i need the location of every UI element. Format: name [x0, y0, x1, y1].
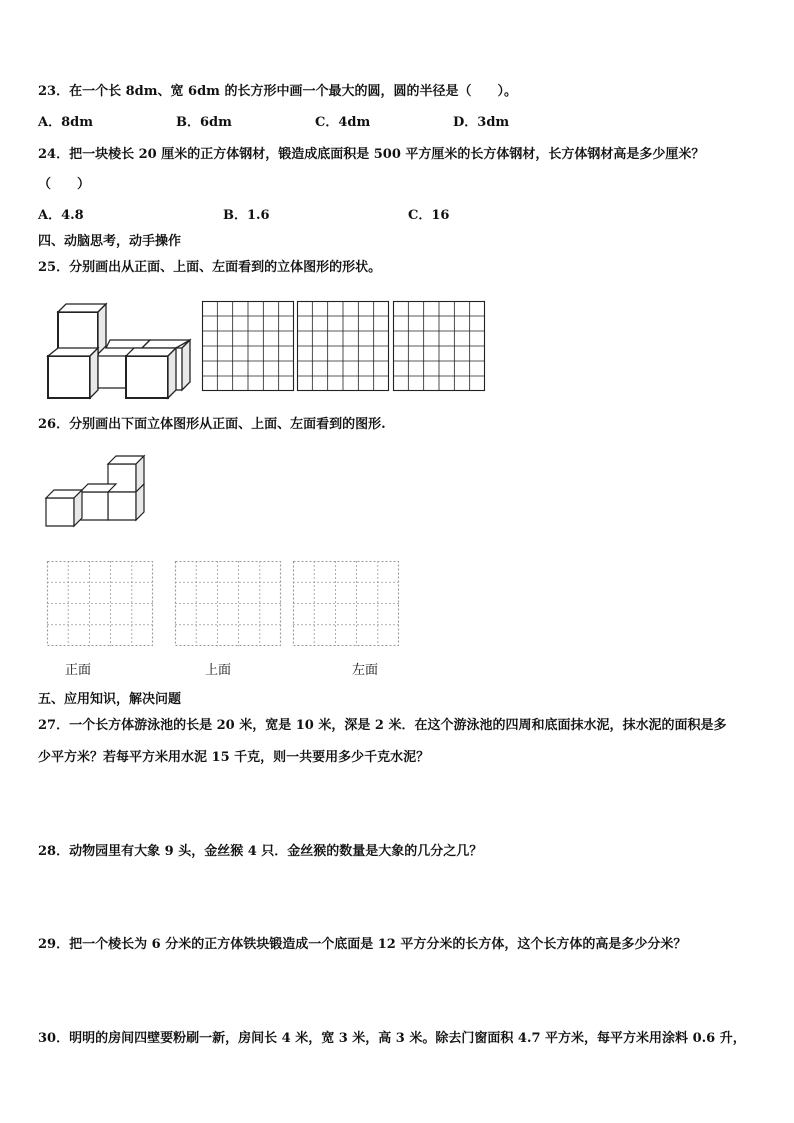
- q27-line1: 27．一个长方体游泳池的长是 20 米，宽是 10 米，深是 2 米．在这个游泳池的四周和底面抹水泥，抹水泥的面积是多: [38, 718, 727, 733]
- q23-option-b: B．6dm: [176, 115, 232, 130]
- q29-text: 29．把一个棱长为 6 分米的正方体铁块锻造成一个底面是 12 平方分米的长方体，这个长方体的高是多少分米？: [38, 937, 687, 952]
- q24-option-b: B．1.6: [223, 208, 270, 223]
- q26-cube-figure: [44, 454, 150, 530]
- q25-grid-front: [202, 301, 294, 391]
- q23-option-c: C．4dm: [315, 115, 371, 130]
- q26-label-top: 上面: [205, 663, 232, 678]
- q25-cube-figure: [40, 296, 200, 404]
- q26-grid-front: [47, 561, 153, 646]
- q24-text: 24．把一块棱长 20 厘米的正方体钢材，锻造成底面积是 500 平方厘米的长方体钢材，长方体钢材高是多少厘米？: [38, 147, 705, 162]
- q23-text: 23．在一个长 8dm、宽 6dm 的长方形中画一个最大的圆，圆的半径是（ ）。: [38, 84, 517, 99]
- q26-label-left: 左面: [352, 663, 379, 678]
- q30-text: 30．明明的房间四壁要粉刷一新，房间长 4 米，宽 3 米，高 3 米。除去门窗面积 4.7 平方米，每平方米用涂料 0.6 升，: [38, 1031, 746, 1046]
- section5-heading: 五、应用知识，解决问题: [38, 692, 182, 707]
- q28-text: 28．动物园里有大象 9 头，金丝猴 4 只．金丝猴的数量是大象的几分之几？: [38, 844, 483, 859]
- q25-text: 25．分别画出从正面、上面、左面看到的立体图形的形状。: [38, 260, 382, 275]
- q24-option-c: C．16: [408, 208, 450, 223]
- q27-line2: 少平方米？若每平方米用水泥 15 千克，则一共要用多少千克水泥？: [38, 750, 430, 765]
- q26-text: 26．分别画出下面立体图形从正面、上面、左面看到的图形.: [38, 417, 386, 432]
- q26-label-front: 正面: [65, 663, 92, 678]
- q26-grid-left: [293, 561, 399, 646]
- q26-grid-top: [175, 561, 281, 646]
- section4-heading: 四、动脑思考，动手操作: [38, 234, 182, 249]
- q25-grid-left: [393, 301, 485, 391]
- q23-option-a: A．8dm: [38, 115, 93, 130]
- q25-grid-top: [297, 301, 389, 391]
- q23-option-d: D．3dm: [453, 115, 510, 130]
- q24-blank: （ ）: [38, 177, 91, 192]
- q24-option-a: A．4.8: [38, 208, 84, 223]
